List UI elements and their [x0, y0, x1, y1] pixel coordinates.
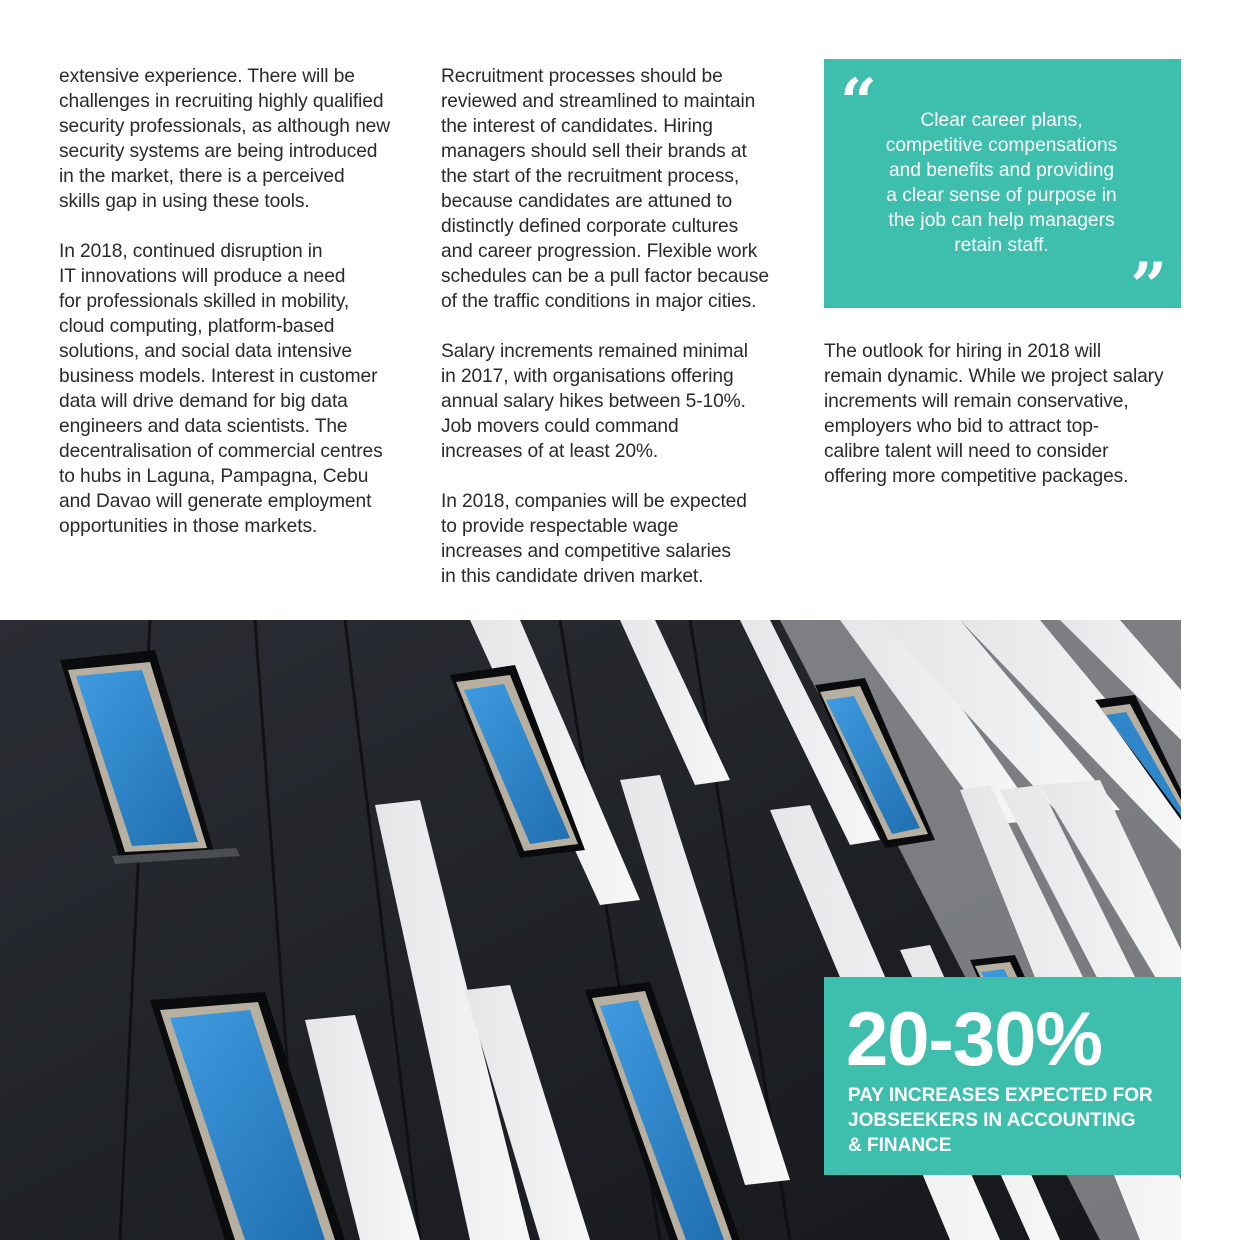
column1-paragraph-1: extensive experience. There will be challenges in recruiting highly qualified security professionals, as although new security systems are being introduced in the market, there is a perceived skills gap in using these tools.	[59, 66, 391, 212]
column2-paragraph-3: In 2018, companies will be expected to provide respectable wage increases and competitive salaries in this candidate driven market.	[441, 491, 747, 587]
pull-quote-text: Clear career plans, competitive compensations and benefits and providing a clear sense of purpose in the job can help managers retain staff.	[885, 110, 1118, 256]
text-column-1	[59, 64, 419, 564]
open-quote-icon: “	[840, 65, 877, 140]
pull-quote-box	[824, 59, 1181, 324]
text-column-3	[824, 339, 1184, 514]
column2-paragraph-2: Salary increments remained minimal in 2017, with organisations offering annual salary hikes between 5-10%. Job movers could command increases of at least 20%.	[441, 341, 748, 462]
column2-paragraph-1: Recruitment processes should be reviewed and streamlined to maintain the interest of candidates. Hiring managers should sell their brands at the start of the recruitment process, because candidates are attuned to distinctly defined corporate cultures and career progression. Flexible work schedules can be a pull factor because of the traffic conditions in major cities.	[441, 66, 769, 312]
text-column-2	[441, 64, 801, 614]
stat-value: 20-30%	[846, 997, 1102, 1082]
column3-paragraph-1: The outlook for hiring in 2018 will remain dynamic. While we project salary increments will remain conservative, employers who bid to attract top- calibre talent will need to consider offering more competitive packages.	[824, 341, 1164, 487]
column1-paragraph-2: In 2018, continued disruption in IT innovations will produce a need for professionals skilled in mobility, cloud computing, platform-based solutions, and social data intensive business models. Interest in customer data will drive demand for big data engineers and data scientists. The decentralisation of commercial centres to hubs in Laguna, Pampagna, Cebu and Davao will generate employment opportunities in those markets.	[59, 241, 383, 537]
close-quote-icon: ”	[1130, 249, 1167, 324]
stat-caption: PAY INCREASES EXPECTED FOR JOBSEEKERS IN ACCOUNTING & FINANCE	[848, 1085, 1153, 1156]
stat-callout-box	[824, 977, 1181, 1175]
